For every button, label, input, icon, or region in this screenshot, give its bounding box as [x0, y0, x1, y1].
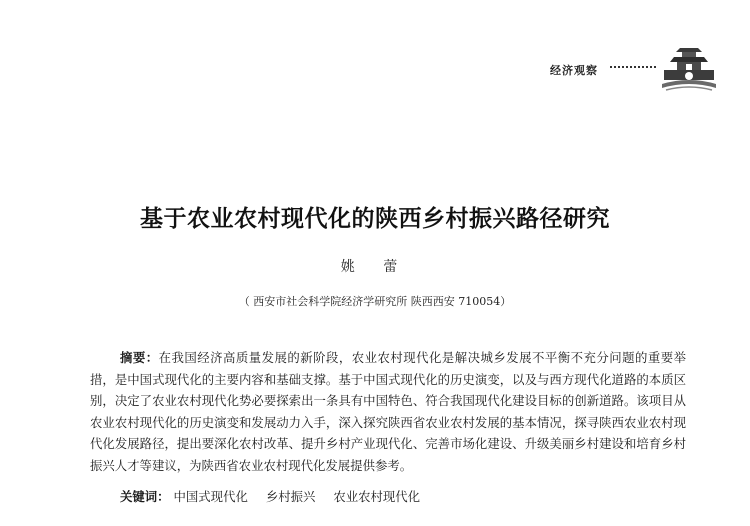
keyword-item: 乡村振兴: [265, 489, 316, 504]
keyword-item: 中国式现代化: [173, 489, 248, 504]
header-dotted-rule: [610, 66, 656, 68]
author-name: 姚 蕾: [340, 259, 410, 275]
abstract: [90, 347, 686, 476]
city-gate-logo-icon: [660, 40, 718, 92]
keywords: [120, 486, 434, 507]
author-affiliation: （ 西安市社会科学院经济学研究所 陕西西安 710054）: [238, 295, 512, 308]
abstract-text: 在我国经济高质量发展的新阶段，农业农村现代化是解决城乡发展不平衡不充分问题的重要举措，是中国式现代化的主要内容和基础支撑。基于中国式现代化的历史演变，以及与西方现代化道路的本质区别，决定了农业农村现代化势必要探索出一条具有中国特色、符合我国现代化建设目标的创新道路。该项目从农业农村现代化的历史演变和发展动力入手，深入探究陕西省农业农村发展的基本情况，探寻陕西农业农村现代化发展路径，提出要深化农村改革、提升乡村产业现代化、完善市场化建设、升级美丽乡村建设和培育乡村振兴人才等建议，为陕西省农业农村现代化发展提供参考。: [90, 350, 687, 473]
abstract-label: 摘要：: [120, 350, 159, 365]
article-title: 基于农业农村现代化的陕西乡村振兴路径研究: [140, 206, 610, 232]
section-label: 经济观察: [550, 64, 598, 77]
keywords-label: 关键词：: [120, 489, 170, 504]
keyword-item: 农业农村现代化: [333, 489, 421, 504]
